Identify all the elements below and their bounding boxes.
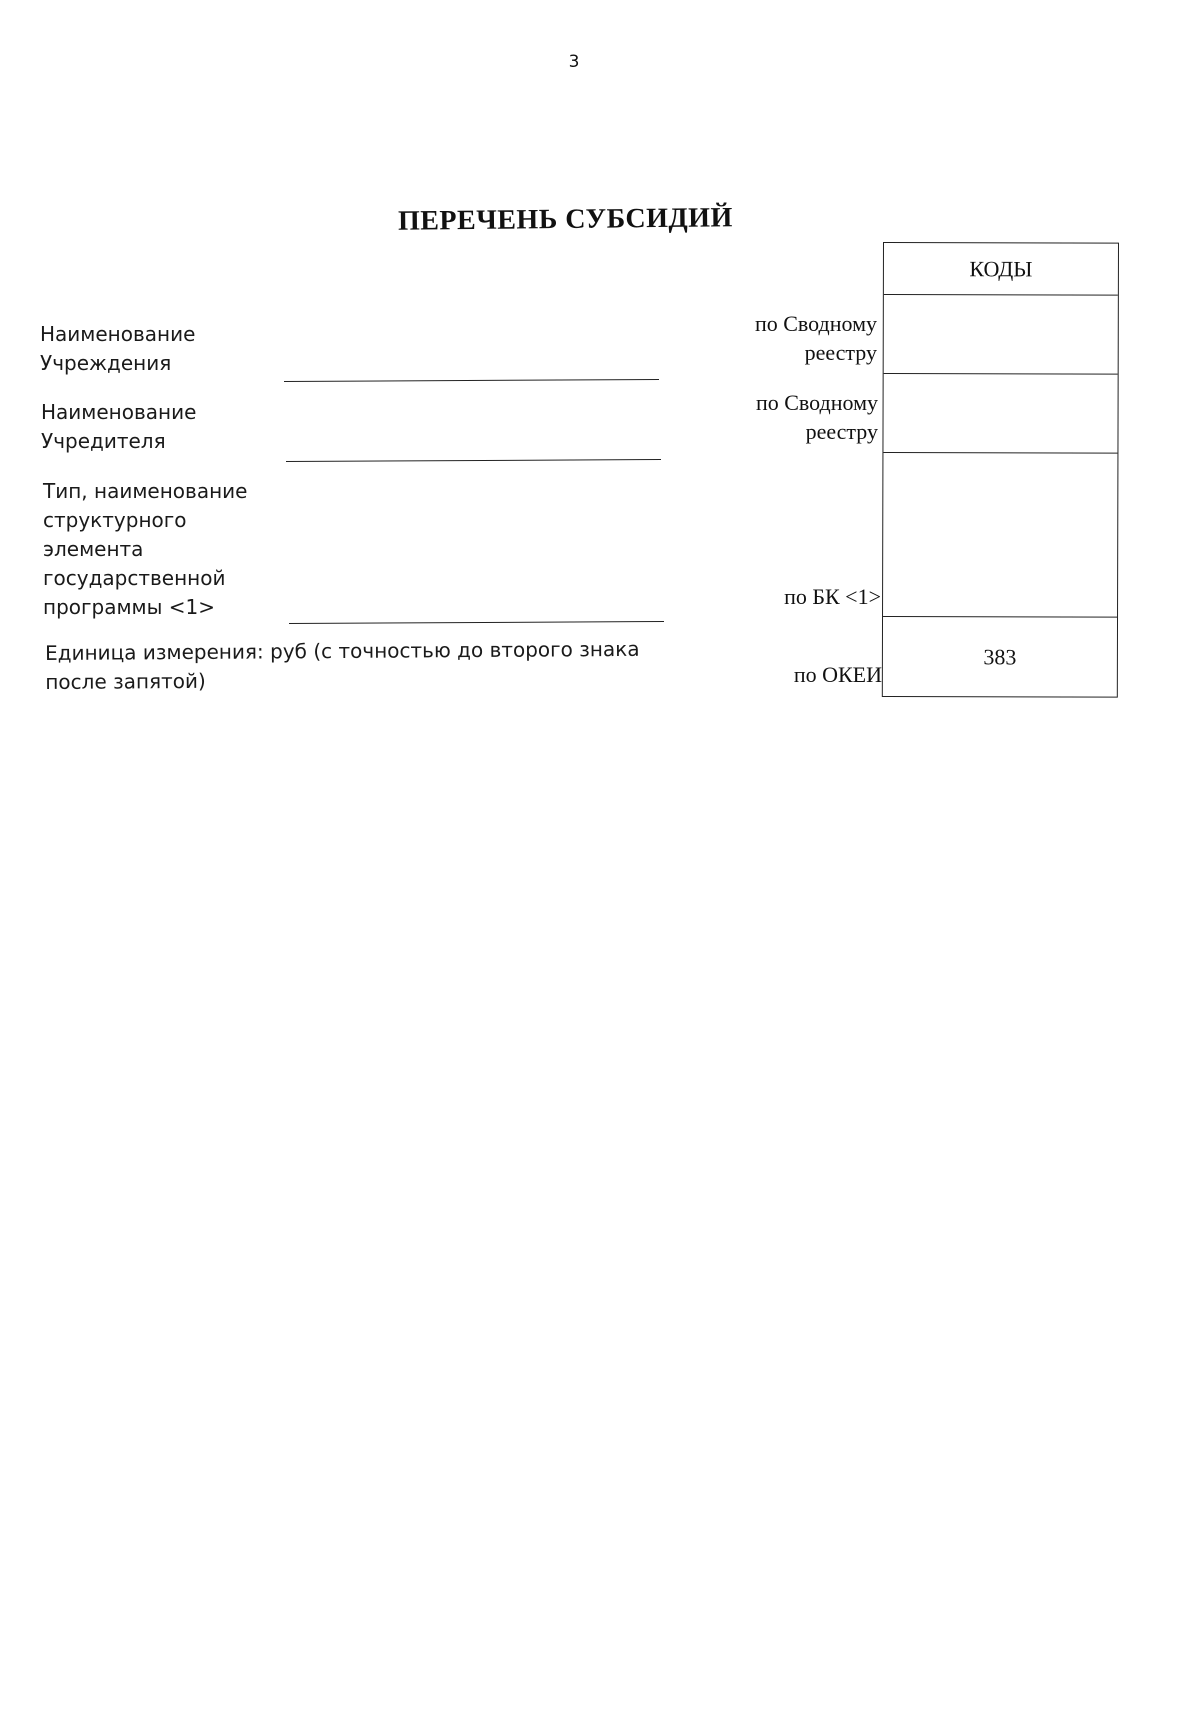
codes-row3-cell	[883, 453, 1117, 618]
document-title: ПЕРЕЧЕНЬ СУБСИДИЙ	[397, 202, 733, 237]
code-row1-label-line-1: по Сводному	[754, 311, 877, 336]
code-row1-label-line-2: реестру	[804, 340, 877, 365]
founder-label-line-1: Наименование	[41, 400, 197, 424]
institution-label-line-2: Учреждения	[40, 351, 172, 375]
codes-header-cell: КОДЫ	[884, 243, 1118, 296]
codes-table	[882, 242, 1119, 698]
codes-row1-cell	[884, 295, 1118, 375]
institution-label-line-1: Наименование	[40, 322, 196, 346]
code-row2-label-line-1: по Сводному	[755, 390, 878, 415]
program-label-line-2: структурного	[43, 508, 187, 532]
founder-fill-line	[286, 459, 661, 462]
program-label-line-5: программы <1>	[43, 595, 216, 619]
code-row2-label-line-2: реестру	[805, 419, 878, 444]
code-row2-label	[701, 388, 878, 446]
code-row1-label	[700, 309, 877, 367]
code-row4-label: по ОКЕИ	[793, 662, 882, 687]
founder-label	[41, 398, 196, 456]
program-label-line-3: элемента	[43, 537, 144, 561]
code-row3-label: по БК <1>	[784, 584, 881, 609]
codes-row2-cell	[883, 374, 1117, 454]
program-label	[43, 477, 247, 622]
unit-label-line-2: после запятой)	[45, 668, 206, 694]
program-label-line-1: Тип, наименование	[43, 479, 248, 503]
codes-row4-cell: 383	[983, 644, 1017, 670]
unit-label	[45, 635, 640, 697]
founder-label-line-2: Учредителя	[41, 429, 166, 453]
page-number: 3	[568, 52, 580, 72]
program-label-line-4: государственной	[43, 566, 226, 590]
institution-fill-line	[284, 379, 659, 382]
institution-label	[40, 320, 195, 378]
program-fill-line	[289, 621, 664, 624]
unit-label-line-1: Единица измерения: руб (с точностью до второго знака	[45, 636, 640, 665]
